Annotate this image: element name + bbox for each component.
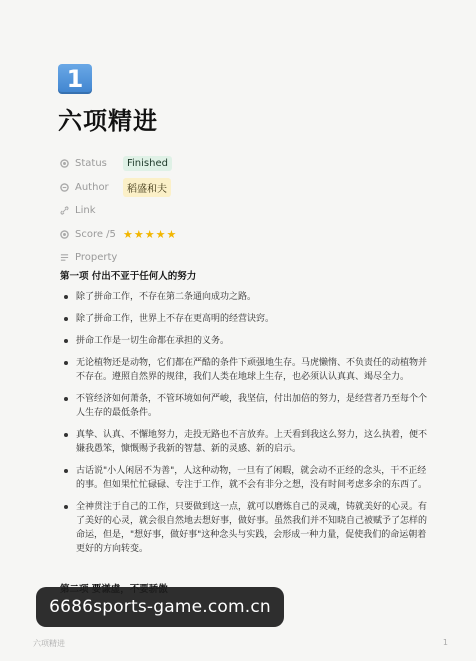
page-title: 六项精进 — [58, 107, 158, 135]
list-item: 全神贯注于自己的工作，只要做到这一点，就可以磨炼自己的灵魂，铸就美好的心灵。有了美好的心灵，就会很自然地去想好事，做好事。虽然我们并不知晓自己被赋予了怎样的命运，但是，"想好事，做好事"这种念头与实践，会形成一种力量，促使我们的命运朝着更好的方向转变。 — [60, 500, 430, 556]
property-score[interactable] — [60, 223, 440, 247]
watermark-banner: 6686sports-game.com.cn — [36, 587, 284, 627]
property-generic[interactable] — [60, 246, 440, 270]
author-tag[interactable]: 稻盛和夫 — [123, 178, 171, 197]
page-footer — [0, 638, 476, 661]
property-label: Score /5 — [75, 228, 116, 240]
list-item: 拼命工作是一切生命都在承担的义务。 — [60, 334, 430, 348]
list-item: 古话说"小人闲居不为善"，人这种动物，一旦有了闲暇，就会动不正经的念头，干不正经的事。但如果忙忙碌碌、专注于工作，就不会有非分之想，没有时间考虑多余的东西了。 — [60, 464, 430, 492]
list-item: 无论植物还是动物，它们都在严酷的条件下顽强地生存。马虎懒惰、不负责任的动植物并不存在。遵照自然界的规律，我们人类在地球上生存，也必须认认真真、竭尽全力。 — [60, 356, 430, 384]
section-heading: 第一项 付出不亚于任何人的努力 — [60, 271, 197, 282]
star-icon: ★ — [166, 227, 177, 241]
star-icon: ★ — [144, 227, 155, 241]
status-icon — [60, 159, 69, 168]
property-label: Link — [75, 205, 96, 217]
score-icon — [60, 230, 69, 239]
star-icon: ★ — [155, 227, 166, 241]
status-badge[interactable]: Finished — [123, 156, 172, 171]
list-item: 真挚、认真、不懈地努力，走投无路也不言放弃。上天看到我这么努力，这么执着，便不嫌我愚笨，慷慨赐予我新的智慧、新的灵感、新的启示。 — [60, 428, 430, 456]
author-icon — [60, 183, 69, 192]
document-body — [60, 270, 430, 564]
star-icon: ★ — [123, 227, 133, 241]
property-label: Author — [75, 181, 109, 193]
list-item: 不管经济如何萧条，不管环境如何严峻，我坚信，付出加倍的努力，是经营者乃至每个个人生存的最低条件。 — [60, 392, 430, 420]
page-number: 1 — [442, 638, 448, 647]
property-author[interactable] — [60, 176, 440, 200]
list-item: 除了拼命工作，不存在第二条通向成功之路。 — [60, 290, 430, 304]
rating-stars[interactable] — [123, 228, 177, 241]
footer-title: 六项精进 — [33, 639, 65, 648]
property-label: Status — [75, 158, 107, 170]
properties-panel — [60, 152, 440, 270]
property-label: Property — [75, 252, 118, 264]
list-item: 除了拼命工作，世界上不存在更高明的经营诀窍。 — [60, 312, 430, 326]
number-badge: 1 — [58, 64, 92, 94]
link-icon — [60, 206, 69, 215]
star-icon: ★ — [133, 227, 144, 241]
property-link[interactable] — [60, 199, 440, 223]
bullet-list — [60, 290, 430, 556]
text-lines-icon — [60, 253, 69, 262]
property-status[interactable] — [60, 152, 440, 176]
